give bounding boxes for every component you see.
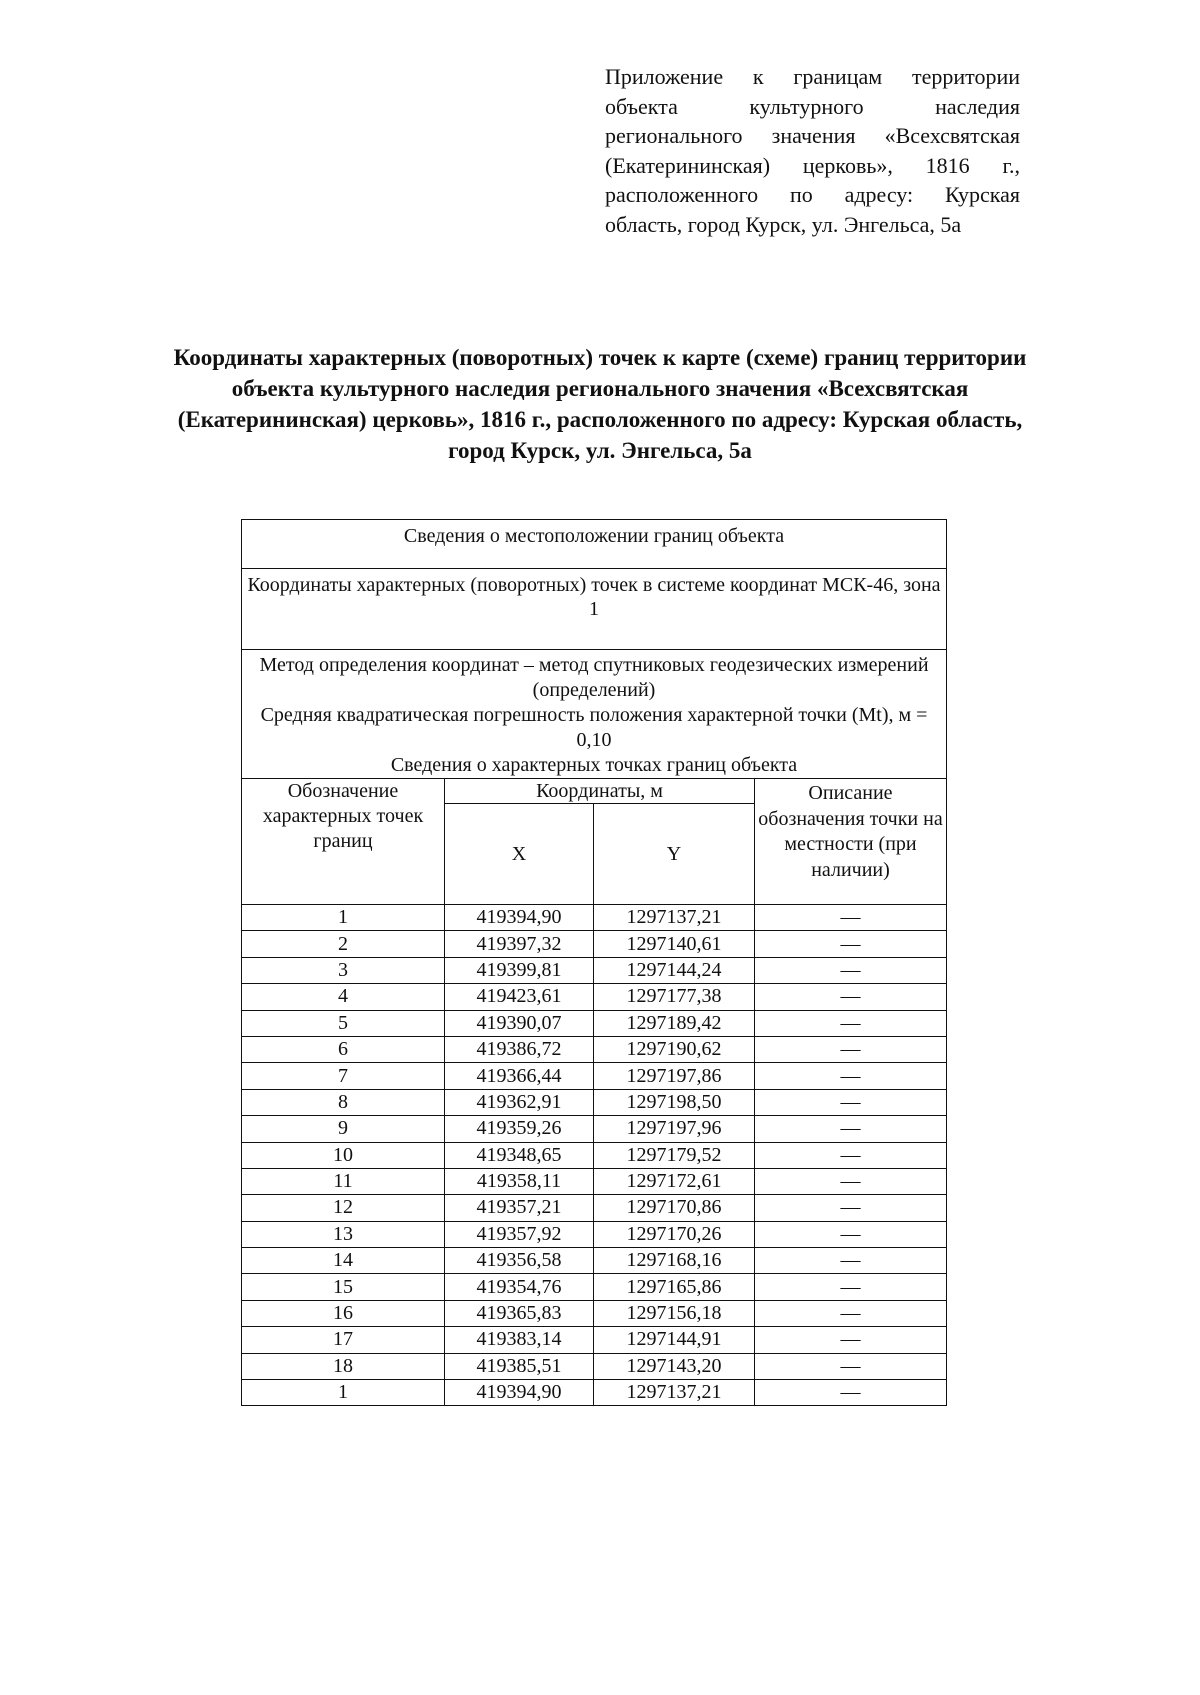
cell-description: — [755, 1274, 947, 1300]
cell-point: 17 [242, 1327, 445, 1353]
cell-x: 419386,72 [445, 1036, 594, 1062]
header-x: X [445, 804, 594, 905]
table-row [242, 984, 947, 1010]
cell-x: 419385,51 [445, 1353, 594, 1379]
cell-description: — [755, 1168, 947, 1194]
cell-point: 6 [242, 1036, 445, 1062]
cell-point: 12 [242, 1195, 445, 1221]
cell-y: 1297144,91 [594, 1327, 755, 1353]
document-title: Координаты характерных (поворотных) точек к карте (схеме) границ территории объекта культурного наследия регионального значения «Всехсвятская (Екатерининская) церковь», 1816 г., расположенного по адресу: Курская область, город Курск, ул. Энгельса, 5а [173, 345, 1027, 463]
cell-y: 1297156,18 [594, 1300, 755, 1326]
table-row [242, 1116, 947, 1142]
cell-y: 1297177,38 [594, 984, 755, 1010]
cell-x: 419354,76 [445, 1274, 594, 1300]
cell-point: 13 [242, 1221, 445, 1247]
table-row [242, 1089, 947, 1115]
table-row [242, 1142, 947, 1168]
cell-y: 1297179,52 [594, 1142, 755, 1168]
cell-x: 419397,32 [445, 931, 594, 957]
cell-description: — [755, 1063, 947, 1089]
cell-description: — [755, 1116, 947, 1142]
cell-description: — [755, 1221, 947, 1247]
cell-point: 10 [242, 1142, 445, 1168]
cell-description: — [755, 1353, 947, 1379]
cell-x: 419383,14 [445, 1327, 594, 1353]
table-row [242, 1168, 947, 1194]
cell-point: 3 [242, 957, 445, 983]
table-row [242, 1036, 947, 1062]
cell-description: — [755, 931, 947, 957]
cell-x: 419357,21 [445, 1195, 594, 1221]
table-row [242, 957, 947, 983]
cell-y: 1297140,61 [594, 931, 755, 957]
cell-y: 1297143,20 [594, 1353, 755, 1379]
cell-point: 18 [242, 1353, 445, 1379]
cell-y: 1297170,26 [594, 1221, 755, 1247]
cell-x: 419366,44 [445, 1063, 594, 1089]
cell-description: — [755, 1248, 947, 1274]
cell-y: 1297137,21 [594, 1380, 755, 1406]
cell-y: 1297172,61 [594, 1168, 755, 1194]
coordinates-table [241, 519, 947, 1406]
header-point: Обозначение характерных точек границ [242, 779, 445, 905]
cell-y: 1297198,50 [594, 1089, 755, 1115]
cell-x: 419423,61 [445, 984, 594, 1010]
cell-x: 419390,07 [445, 1010, 594, 1036]
cell-point: 15 [242, 1274, 445, 1300]
cell-point: 1 [242, 905, 445, 931]
cell-description: — [755, 1195, 947, 1221]
cell-y: 1297197,86 [594, 1063, 755, 1089]
table-row [242, 1010, 947, 1036]
cell-description: — [755, 1300, 947, 1326]
table-row [242, 1353, 947, 1379]
cell-point: 9 [242, 1116, 445, 1142]
table-row [242, 1300, 947, 1326]
cell-description: — [755, 905, 947, 931]
cell-x: 419359,26 [445, 1116, 594, 1142]
table-row [242, 1221, 947, 1247]
cell-y: 1297170,86 [594, 1195, 755, 1221]
cell-x: 419394,90 [445, 905, 594, 931]
header-y: Y [594, 804, 755, 905]
cell-point: 14 [242, 1248, 445, 1274]
cell-x: 419357,92 [445, 1221, 594, 1247]
cell-y: 1297144,24 [594, 957, 755, 983]
cell-point: 11 [242, 1168, 445, 1194]
cell-y: 1297168,16 [594, 1248, 755, 1274]
cell-y: 1297197,96 [594, 1116, 755, 1142]
header-coordinates: Координаты, м [445, 779, 755, 804]
table-row [242, 1063, 947, 1089]
cell-y: 1297165,86 [594, 1274, 755, 1300]
cell-y: 1297189,42 [594, 1010, 755, 1036]
table-row [242, 1248, 947, 1274]
cell-description: — [755, 957, 947, 983]
cell-description: — [755, 1089, 947, 1115]
cell-description: — [755, 1380, 947, 1406]
table-row [242, 931, 947, 957]
table-row [242, 1274, 947, 1300]
cell-x: 419362,91 [445, 1089, 594, 1115]
cell-point: 1 [242, 1380, 445, 1406]
cell-x: 419394,90 [445, 1380, 594, 1406]
cell-description: — [755, 984, 947, 1010]
cell-x: 419358,11 [445, 1168, 594, 1194]
section-points: Сведения о характерных точках границ объекта [390, 754, 798, 776]
table-row [242, 1327, 947, 1353]
cell-description: — [755, 1327, 947, 1353]
cell-point: 7 [242, 1063, 445, 1089]
section-location: Сведения о местоположении границ объекта [242, 520, 947, 569]
cell-x: 419365,83 [445, 1300, 594, 1326]
cell-x: 419348,65 [445, 1142, 594, 1168]
table-row [242, 905, 947, 931]
cell-point: 16 [242, 1300, 445, 1326]
cell-point: 2 [242, 931, 445, 957]
header-description: Описание обозначения точки на местности (при наличии) [755, 779, 947, 905]
cell-description: — [755, 1036, 947, 1062]
cell-point: 4 [242, 984, 445, 1010]
method-cell [242, 650, 947, 779]
method-text: Метод определения координат – метод спутниковых геодезических измерений (определений) [259, 654, 929, 701]
cell-y: 1297137,21 [594, 905, 755, 931]
cell-description: — [755, 1142, 947, 1168]
table-row [242, 1380, 947, 1406]
cell-point: 8 [242, 1089, 445, 1115]
error-text: Средняя квадратическая погрешность положения характерной точки (Mt), м = 0,10 [260, 704, 928, 751]
appendix-note: Приложение к границам территории объекта культурного наследия регионального значения «Всехсвятская (Екатерининская) церковь», 1816 г., расположенного по адресу: Курская область, город Курск, ул. Энгельса, 5а [605, 64, 1020, 237]
cell-point: 5 [242, 1010, 445, 1036]
table-row [242, 1195, 947, 1221]
cell-description: — [755, 1010, 947, 1036]
cell-x: 419356,58 [445, 1248, 594, 1274]
cell-y: 1297190,62 [594, 1036, 755, 1062]
section-coordinate-system: Координаты характерных (поворотных) точек в системе координат МСК-46, зона 1 [242, 569, 947, 650]
cell-x: 419399,81 [445, 957, 594, 983]
